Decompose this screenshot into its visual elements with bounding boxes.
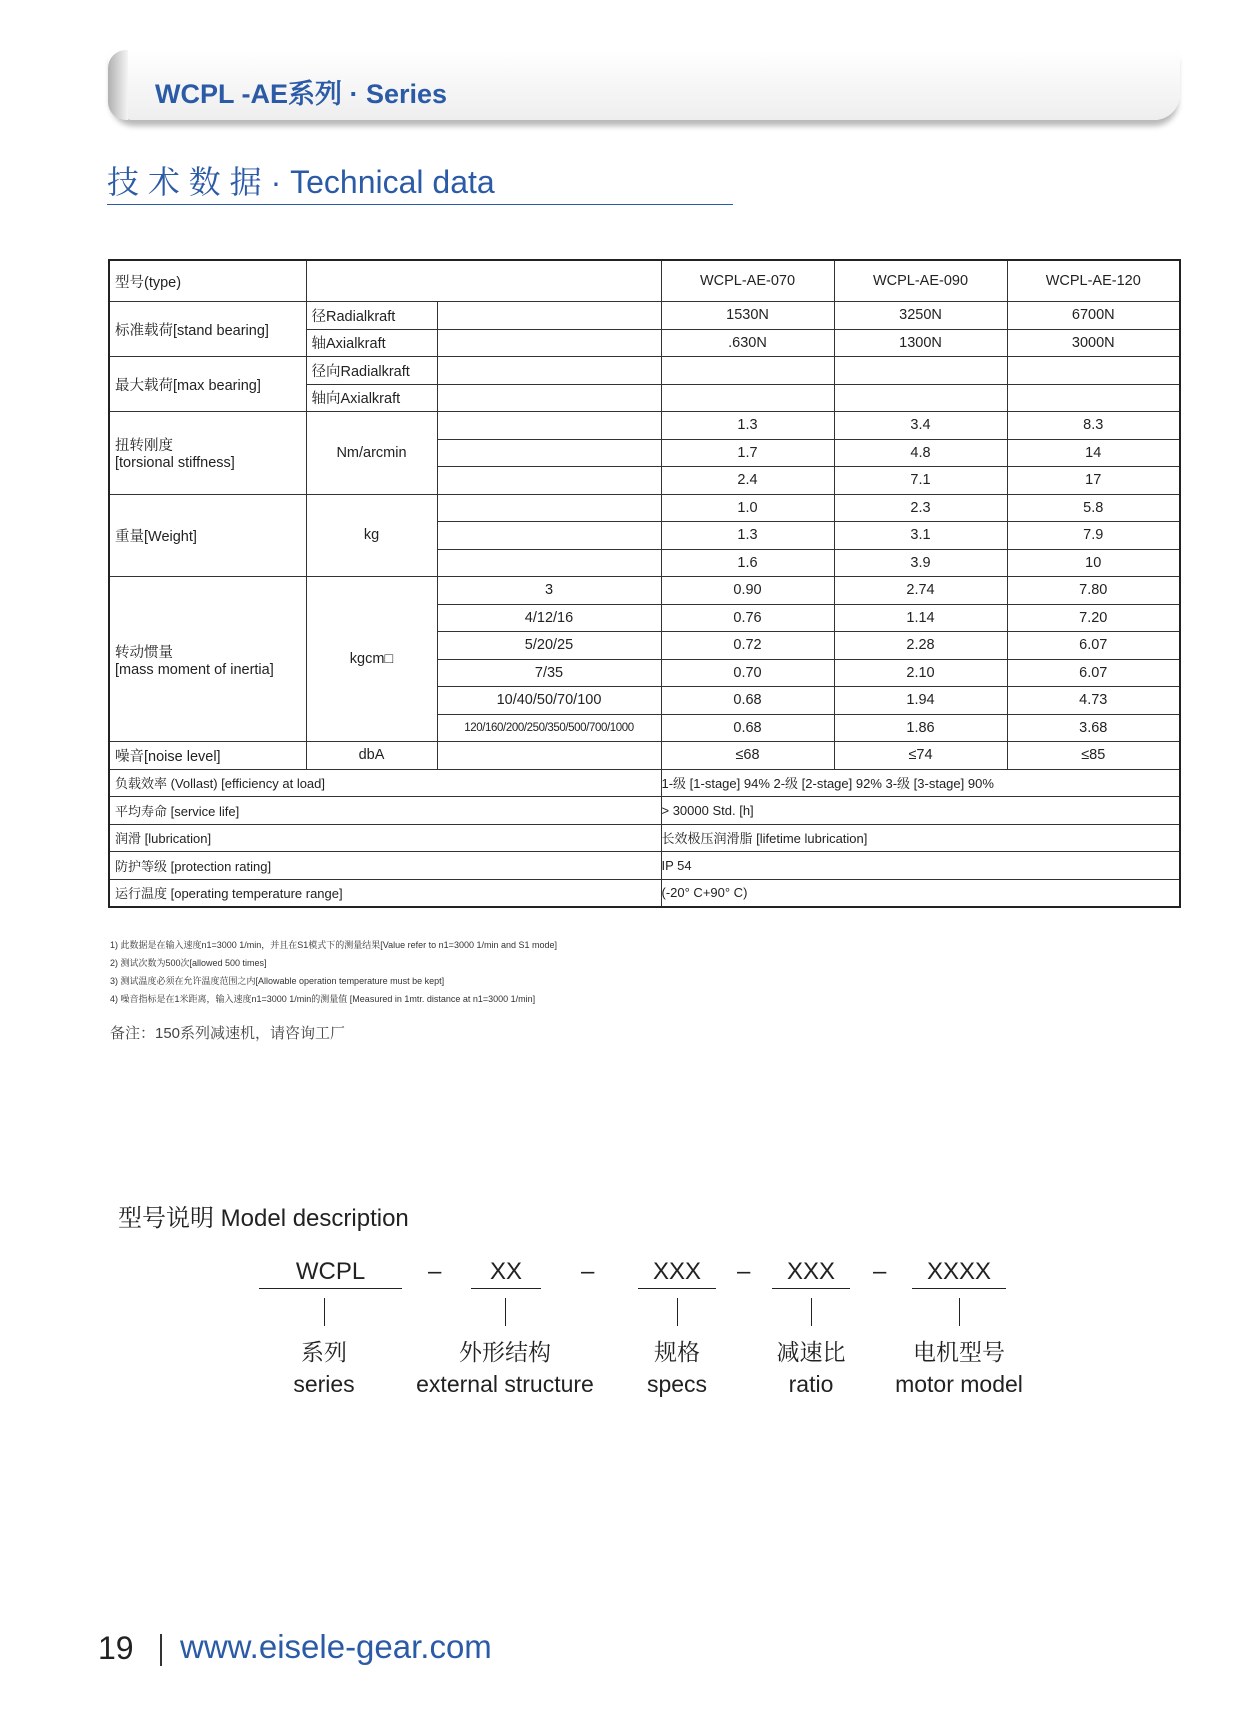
table-row — [109, 824, 1180, 852]
efficiency-label: 负载效率 (Vollast) [efficiency at load] — [109, 769, 661, 797]
model-label-structure: 外形结构 external structure — [416, 1339, 594, 1397]
model-dash: – — [873, 1258, 887, 1285]
table-cell: ≤68 — [661, 742, 834, 770]
table-cell: 6700N — [1007, 302, 1180, 330]
table-row — [109, 357, 1180, 385]
table-row — [109, 879, 1180, 907]
table-cell: 0.70 — [661, 659, 834, 687]
header-cap — [108, 50, 128, 120]
max-bearing-label: 最大载荷[max bearing] — [109, 357, 306, 412]
axial-label: 轴向Axialkraft — [306, 384, 437, 412]
temperature-value: (-20° C+90° C) — [661, 879, 1180, 907]
website-link[interactable]: www.eisele-gear.com — [180, 1628, 492, 1665]
model-code-motor: XXXX — [912, 1258, 1006, 1289]
table-cell: 6.07 — [1007, 659, 1180, 687]
protection-value: IP 54 — [661, 852, 1180, 880]
table-cell: 0.68 — [661, 714, 834, 742]
weight-unit: kg — [306, 494, 437, 577]
type-label: 型号(type) — [109, 260, 306, 302]
service-life-label: 平均寿命 [service life] — [109, 797, 661, 825]
table-cell: ≤74 — [834, 742, 1007, 770]
model-label-series: 系列 series — [293, 1339, 355, 1397]
footnotes — [110, 936, 557, 1008]
torsional-label-cn: 扭转刚度 — [115, 438, 173, 455]
table-row — [109, 494, 1180, 522]
model-code-structure: XX — [471, 1258, 541, 1289]
table-cell: 3.9 — [834, 549, 1007, 577]
remark: 备注：150系列减速机，请咨询工厂 — [110, 1025, 346, 1042]
service-life-value: > 30000 Std. [h] — [661, 797, 1180, 825]
table-cell: 1300N — [834, 329, 1007, 357]
table-cell: 2.3 — [834, 494, 1007, 522]
table-cell: 0.90 — [661, 577, 834, 605]
table-row — [109, 797, 1180, 825]
footnote: 1) 此数据是在输入速度n1=3000 1/min，并且在S1模式下的测量结果[Value refer to n1=3000 1/min and S1 mode] — [110, 940, 558, 950]
inertia-unit: kgcm□ — [306, 577, 437, 742]
connector-line — [811, 1298, 812, 1326]
table-cell: 6.07 — [1007, 632, 1180, 660]
section-title: 技 术 数 据 · Technical data — [107, 164, 495, 200]
table-cell: 1.6 — [661, 549, 834, 577]
axial-label: 轴Axialkraft — [306, 329, 437, 357]
table-cell: 0.68 — [661, 687, 834, 715]
model-description-title: 型号说明 Model description — [118, 1205, 409, 1232]
connector-line — [505, 1298, 506, 1326]
table-row — [109, 769, 1180, 797]
table-cell: 14 — [1007, 439, 1180, 467]
ratio-cell: 7/35 — [437, 659, 661, 687]
model-label-ratio: 减速比 ratio — [776, 1339, 846, 1397]
table-cell: 2.28 — [834, 632, 1007, 660]
noise-unit: dbA — [306, 742, 437, 770]
table-cell: 8.3 — [1007, 412, 1180, 440]
model-code-series: WCPL — [259, 1258, 402, 1289]
lubrication-value: 长效极压润滑脂 [lifetime lubrication] — [661, 824, 1180, 852]
table-cell: 7.20 — [1007, 604, 1180, 632]
ratio-cell: 120/160/200/250/350/500/700/1000 — [437, 714, 661, 742]
efficiency-value: 1-级 [1-stage] 94% 2-级 [2-stage] 92% 3-级 [3-stage] 90% — [661, 769, 1180, 797]
table-cell: 1.3 — [661, 522, 834, 550]
table-cell: 7.1 — [834, 467, 1007, 495]
model-120: WCPL-AE-120 — [1007, 260, 1180, 302]
connector-line — [324, 1298, 325, 1326]
model-070: WCPL-AE-070 — [661, 260, 834, 302]
connector-line — [959, 1298, 960, 1326]
table-row — [109, 412, 1180, 440]
table-row — [109, 260, 1180, 302]
table-cell: 3.1 — [834, 522, 1007, 550]
table-cell: 1.86 — [834, 714, 1007, 742]
table-row — [109, 742, 1180, 770]
table-cell: 10 — [1007, 549, 1180, 577]
table-cell: 7.80 — [1007, 577, 1180, 605]
weight-label: 重量[Weight] — [109, 494, 306, 577]
protection-label: 防护等级 [protection rating] — [109, 852, 661, 880]
model-label-motor: 电机型号 motor model — [895, 1339, 1023, 1397]
footer-divider — [160, 1634, 162, 1666]
table-row — [109, 302, 1180, 330]
table-cell: 2.74 — [834, 577, 1007, 605]
header-title: WCPL -AE系列 · Series — [155, 79, 448, 109]
table-cell: 1.94 — [834, 687, 1007, 715]
table-cell: 1.14 — [834, 604, 1007, 632]
technical-data-table — [108, 259, 1181, 908]
inertia-label-en: [mass moment of inertia] — [115, 661, 274, 678]
temperature-label: 运行温度 [operating temperature range] — [109, 879, 661, 907]
noise-label: 噪音[noise level] — [109, 742, 306, 770]
section-divider — [107, 204, 733, 205]
torsional-label-en: [torsional stiffness] — [115, 455, 235, 472]
model-dash: – — [581, 1258, 595, 1285]
table-cell: 0.72 — [661, 632, 834, 660]
table-cell: 2.4 — [661, 467, 834, 495]
inertia-label-cn: 转动惯量 — [115, 644, 173, 661]
table-cell: 2.10 — [834, 659, 1007, 687]
model-dash: – — [737, 1258, 751, 1285]
table-row — [109, 577, 1180, 605]
table-cell: 1.3 — [661, 412, 834, 440]
table-cell: 4.8 — [834, 439, 1007, 467]
ratio-cell: 4/12/16 — [437, 604, 661, 632]
model-code-ratio: XXX — [772, 1258, 850, 1289]
model-dash: – — [428, 1258, 442, 1285]
table-cell: ≤85 — [1007, 742, 1180, 770]
connector-line — [677, 1298, 678, 1326]
inertia-label — [109, 577, 306, 742]
torsional-unit: Nm/arcmin — [306, 412, 437, 495]
table-cell: 3000N — [1007, 329, 1180, 357]
model-code-specs: XXX — [638, 1258, 716, 1289]
lubrication-label: 润滑 [lubrication] — [109, 824, 661, 852]
table-cell: 1.0 — [661, 494, 834, 522]
table-cell: .630N — [661, 329, 834, 357]
radial-label: 径Radialkraft — [306, 302, 437, 330]
footnote: 4) 噪音指标是在1米距离，输入速度n1=3000 1/min的测量值 [Measured in 1mtr. distance at n1=3000 1/min] — [110, 994, 536, 1004]
page-number: 19 — [98, 1630, 134, 1666]
ratio-cell: 3 — [437, 577, 661, 605]
ratio-cell: 5/20/25 — [437, 632, 661, 660]
radial-label: 径向Radialkraft — [306, 357, 437, 385]
model-090: WCPL-AE-090 — [834, 260, 1007, 302]
torsional-label — [109, 412, 306, 495]
stand-bearing-label: 标准载荷[stand bearing] — [109, 302, 306, 357]
footnote: 3) 测试温度必须在允许温度范围之内[Allowable operation temperature must be kept] — [110, 976, 445, 986]
table-cell: 0.76 — [661, 604, 834, 632]
table-cell: 17 — [1007, 467, 1180, 495]
table-cell: 5.8 — [1007, 494, 1180, 522]
table-cell: 3.68 — [1007, 714, 1180, 742]
table-cell: 7.9 — [1007, 522, 1180, 550]
table-cell: 1.7 — [661, 439, 834, 467]
footnote: 2) 测试次数为500次[allowed 500 times] — [110, 958, 267, 968]
table-cell: 3250N — [834, 302, 1007, 330]
table-row — [109, 852, 1180, 880]
table-cell: 4.73 — [1007, 687, 1180, 715]
table-cell: 1530N — [661, 302, 834, 330]
table-cell: 3.4 — [834, 412, 1007, 440]
ratio-cell: 10/40/50/70/100 — [437, 687, 661, 715]
model-label-specs: 规格 specs — [646, 1339, 708, 1397]
